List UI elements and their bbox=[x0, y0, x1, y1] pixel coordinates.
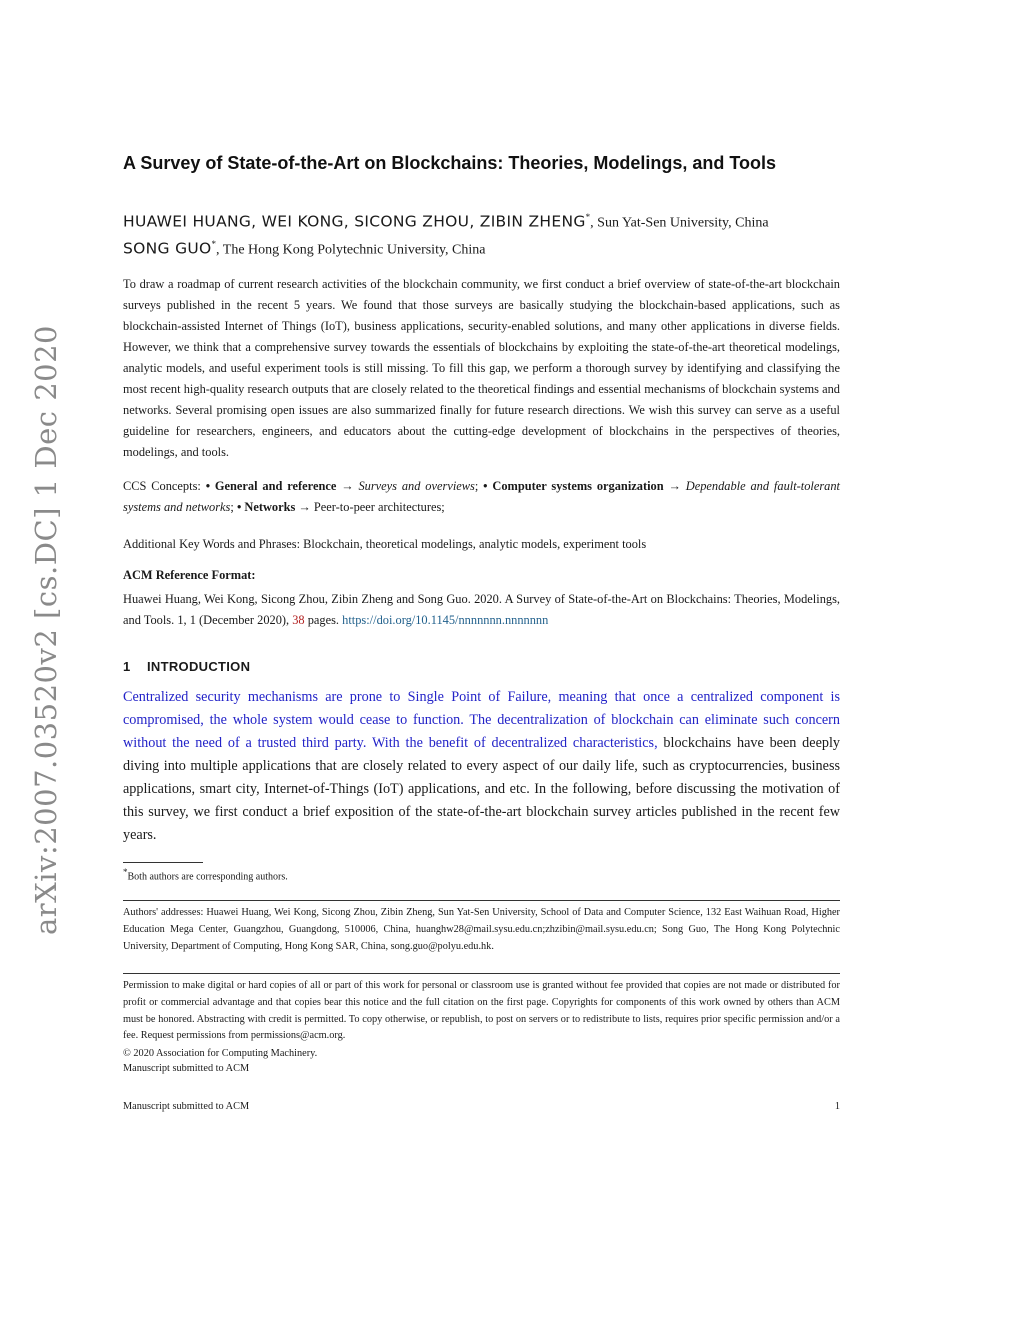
doi-link[interactable]: https://doi.org/10.1145/nnnnnnn.nnnnnnn bbox=[342, 613, 549, 627]
paper-title: A Survey of State-of-the-Art on Blockchains: Theories, Modelings, and Tools bbox=[123, 153, 777, 173]
ccs-term: • Networks bbox=[236, 500, 296, 514]
divider bbox=[123, 900, 840, 901]
acm-reference-text: Huawei Huang, Wei Kong, Sicong Zhou, Zibin Zheng and Song Guo. 2020. A Survey of State-of-the-Art on Blockchains: Theories, Modelings, and Tools. 1, 1 (December 2020), bbox=[123, 592, 840, 627]
author-affiliation: , Sun Yat-Sen University, China bbox=[590, 215, 769, 231]
ccs-subterm: Dependable and fault-tolerant systems and networks bbox=[123, 479, 841, 514]
section-title: INTRODUCTION bbox=[147, 659, 251, 674]
ccs-subterm: Peer-to-peer architectures; bbox=[313, 500, 445, 514]
manuscript-note: Manuscript submitted to ACM bbox=[123, 1063, 250, 1074]
arxiv-identifier bbox=[26, 324, 66, 936]
page-number: 1 bbox=[834, 1101, 840, 1112]
ccs-term: • Computer systems organization bbox=[483, 479, 664, 493]
divider bbox=[123, 973, 840, 974]
footnote bbox=[123, 867, 288, 882]
ccs-subterm: Surveys and overviews bbox=[358, 479, 475, 493]
footnote-rule bbox=[123, 862, 203, 863]
ccs-label: CCS Concepts: bbox=[123, 479, 206, 493]
author-names: SONG GUO bbox=[123, 239, 212, 258]
permission-notice: Permission to make digital or hard copies of all or part of this work for personal or classroom use is granted without fee provided that copies are not made or distributed for profit or commercial advantage and that copies bear this notice and the full citation on the first page. Copyrights for components of this work owned by others than ACM must be honored. Abstracting with credit is permitted. To copy otherwise, or republish, to post on servers or to redistribute to lists, requires prior specific permission and/or a fee. Request permissions from permissions@acm.org. bbox=[123, 980, 840, 1042]
acm-reference bbox=[123, 589, 840, 631]
page-count-link[interactable]: 38 bbox=[292, 613, 305, 627]
body-text: blockchains have been deeply diving into multiple applications that are closely related to every aspect of our daily life, such as cryptocurrencies, business applications, smart city, Internet-of-Things (IoT) applications, and etc. In the following, before discussing the motivation of this survey, we first conduct a brief exposition of the state-of-the-art blockchain survey articles published in the recent few years. bbox=[123, 735, 840, 843]
section-heading bbox=[123, 659, 250, 674]
ccs-separator: ; bbox=[474, 479, 484, 493]
ccs-arrow: → bbox=[663, 479, 686, 493]
section-number: 1 bbox=[123, 659, 131, 674]
footnote-text: Both authors are corresponding authors. bbox=[127, 871, 288, 883]
ccs-arrow: → bbox=[295, 500, 314, 514]
corresponding-mark: * bbox=[585, 212, 591, 222]
corresponding-mark: * bbox=[211, 239, 217, 249]
introduction-paragraph bbox=[123, 686, 840, 847]
copyright-notice: © 2020 Association for Computing Machinery. bbox=[123, 1048, 318, 1059]
ccs-separator: ; bbox=[230, 500, 237, 514]
abstract: To draw a roadmap of current research activities of the blockchain community, we first conduct a brief overview of state-of-the-art blockchain surveys published in the recent 5 years. We found that those surveys are basically studying the blockchain-based applications, such as blockchain-assisted Internet of Things (IoT), business applications, security-enabled solutions, and many other applications in diverse fields. However, we think that a comprehensive survey towards the essentials of blockchains by exploiting the state-of-the-art theoretical modelings, analytic models, and useful experiment tools is still missing. To fill this gap, we perform a thorough survey by identifying and classifying the most recent high-quality research outputs that are closely related to the theoretical findings and essential mechanisms of blockchain systems and networks. Several promising open issues are also summarized finally for future research directions. We wish this survey can serve as a useful guideline for researchers, engineers, and educators about the cutting-edge development of blockchains in the perspectives of theories, modelings, and tools. bbox=[123, 277, 840, 459]
footnote-mark: * bbox=[123, 867, 128, 877]
ccs-arrow: → bbox=[336, 479, 359, 493]
author-affiliation: , The Hong Kong Polytechnic University, China bbox=[216, 242, 486, 258]
highlighted-text: Centralized security mechanisms are prone to Single Point of Failure, meaning that once a centralized component is compromised, the whole system would cease to function. The decentralization of blockchain can eliminate such concern without the need of a trusted third party. With the benefit of decentralized characteristics, bbox=[123, 689, 840, 751]
authors-line-1 bbox=[123, 212, 883, 231]
author-names: HUAWEI HUANG, WEI KONG, SICONG ZHOU, ZIBIN ZHENG bbox=[123, 212, 586, 231]
arxiv-id-text: arXiv:2007.03520v2 [cs.DC] 1 Dec 2020 bbox=[29, 324, 63, 936]
footer-left: Manuscript submitted to ACM bbox=[123, 1101, 250, 1112]
ccs-concepts bbox=[123, 476, 840, 518]
keywords: Additional Key Words and Phrases: Blockchain, theoretical modelings, analytic models, experiment tools bbox=[123, 537, 647, 551]
authors-line-2 bbox=[123, 239, 883, 258]
acm-reference-heading: ACM Reference Format: bbox=[123, 568, 256, 582]
author-addresses: Authors' addresses: Huawei Huang, Wei Kong, Sicong Zhou, Zibin Zheng, Sun Yat-Sen University, School of Data and Computer Science, 132 East Waihuan Road, Higher Education Mega Center, Guangzhou, Guangdong, 510006, China, huanghw28@mail.sysu.edu.cn;zhzibin@mail.sysu.edu.cn; Song Guo, The Hong Kong Polytechnic University, Department of Computing, Hong Kong SAR, China, song.guo@polyu.edu.hk. bbox=[123, 907, 840, 952]
pages-suffix: pages. bbox=[304, 613, 343, 627]
ccs-term: • General and reference bbox=[205, 479, 337, 493]
